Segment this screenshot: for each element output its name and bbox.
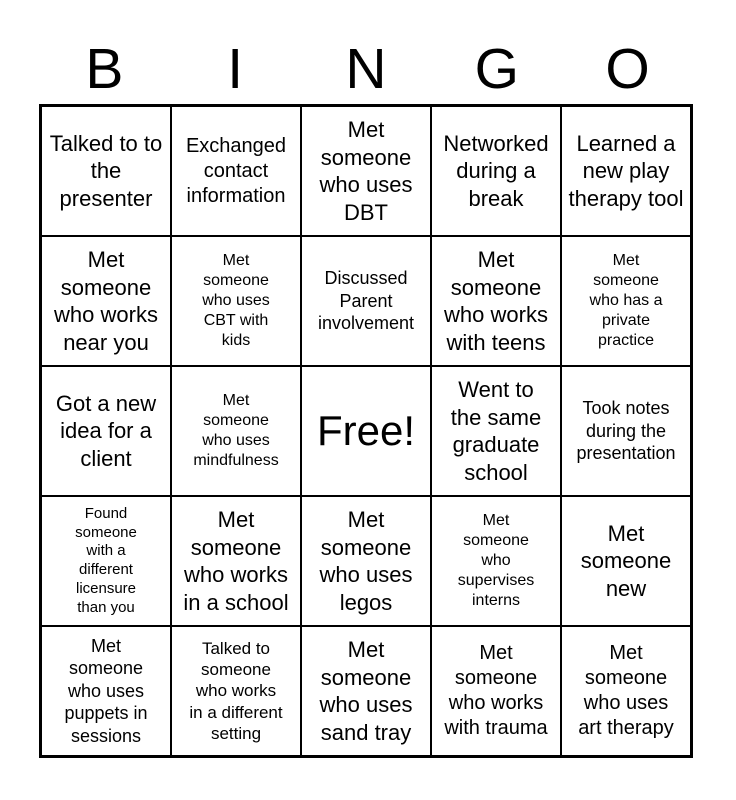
bingo-cell[interactable] — [41, 106, 171, 236]
bingo-cell-label: Met someone who has a private practice — [589, 252, 663, 349]
title-letter-g: G — [474, 37, 519, 101]
bingo-grid — [39, 104, 693, 758]
bingo-cell-label: Talked to someone who works in a different setting — [189, 638, 283, 743]
bingo-cell[interactable] — [41, 236, 171, 366]
bingo-title — [39, 34, 693, 102]
bingo-cell[interactable] — [561, 236, 691, 366]
bingo-cell[interactable] — [561, 496, 691, 626]
bingo-cell-label: Met someone who supervises interns — [457, 512, 535, 609]
bingo-cell[interactable] — [41, 366, 171, 496]
bingo-cell[interactable] — [301, 236, 431, 366]
bingo-cell[interactable] — [171, 236, 301, 366]
bingo-cell-label: Met someone who works with trauma — [444, 642, 548, 739]
bingo-cell[interactable] — [301, 106, 431, 236]
bingo-cell[interactable] — [561, 106, 691, 236]
bingo-cell-free[interactable] — [301, 366, 431, 496]
bingo-cell-label: Met someone new — [580, 520, 672, 601]
bingo-cell[interactable] — [431, 236, 561, 366]
bingo-cell-label: Networked during a break — [443, 130, 549, 211]
bingo-cell-label: Took notes during the presentation — [576, 398, 676, 464]
bingo-cell-label: Met someone who uses sand tray — [319, 637, 413, 745]
bingo-cell[interactable] — [171, 496, 301, 626]
bingo-cell[interactable] — [431, 626, 561, 756]
bingo-cell-label: Met someone who works with teens — [444, 247, 548, 355]
title-letter-i: I — [227, 37, 244, 101]
bingo-cell-label: Met someone who works in a school — [183, 507, 289, 615]
bingo-cell[interactable] — [171, 626, 301, 756]
bingo-cell[interactable] — [431, 366, 561, 496]
free-space-label: Free! — [316, 406, 416, 454]
bingo-cell[interactable] — [301, 626, 431, 756]
bingo-cell[interactable] — [561, 366, 691, 496]
title-letter-o: O — [605, 37, 650, 101]
bingo-cell-label: Met someone who uses CBT with kids — [202, 252, 270, 349]
bingo-cell-label: Exchanged contact information — [185, 134, 287, 207]
bingo-cell-label: Got a new idea for a client — [55, 390, 157, 471]
bingo-cell-label: Met someone who works near you — [54, 247, 158, 355]
bingo-cell-label: Found someone with a different licensure than you — [75, 504, 137, 616]
bingo-cell-label: Went to the same graduate school — [450, 377, 542, 485]
bingo-cell[interactable] — [171, 366, 301, 496]
bingo-cell[interactable] — [301, 496, 431, 626]
bingo-cell[interactable] — [41, 626, 171, 756]
bingo-cell[interactable] — [431, 106, 561, 236]
bingo-cell-label: Met someone who uses legos — [319, 507, 413, 615]
title-letter-n: N — [345, 37, 387, 101]
bingo-cell-label: Met someone who uses DBT — [319, 117, 413, 225]
bingo-cell-label: Met someone who uses mindfulness — [193, 392, 279, 469]
bingo-cell[interactable] — [561, 626, 691, 756]
bingo-cell-label: Met someone who uses art therapy — [578, 642, 674, 739]
title-letter-b: B — [85, 37, 124, 101]
bingo-cell-label: Discussed Parent involvement — [317, 268, 415, 334]
bingo-cell-label: Met someone who uses puppets in sessions — [64, 635, 148, 746]
bingo-cell-label: Learned a new play therapy tool — [568, 130, 684, 211]
bingo-cell[interactable] — [431, 496, 561, 626]
bingo-cell[interactable] — [41, 496, 171, 626]
bingo-cell[interactable] — [171, 106, 301, 236]
bingo-cell-label: Talked to to the presenter — [49, 130, 163, 211]
